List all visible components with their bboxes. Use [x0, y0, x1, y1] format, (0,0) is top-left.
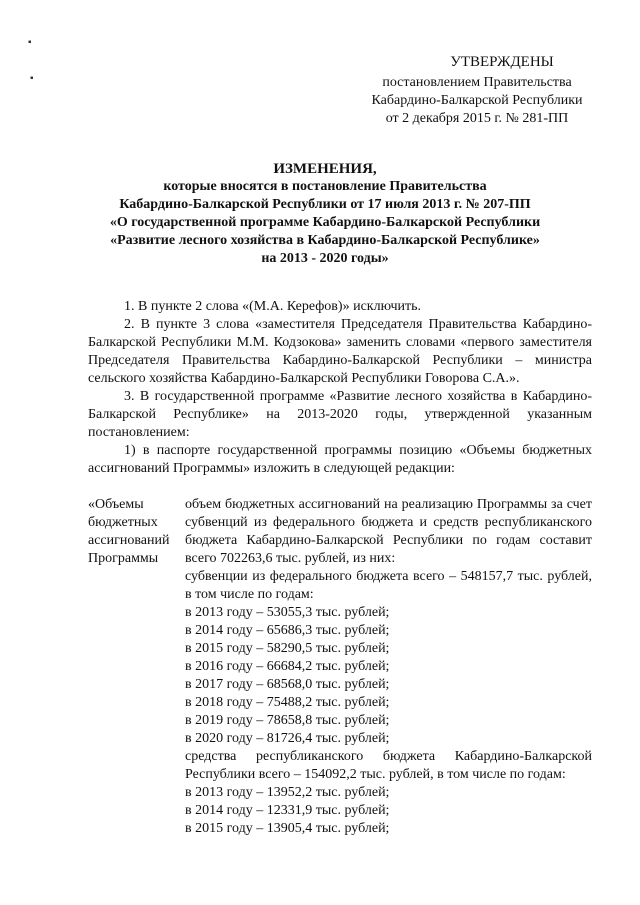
- spec-label-line: Программы: [88, 551, 159, 566]
- spec-body: [185, 496, 592, 838]
- spec-label-line: ассигнований: [88, 533, 170, 548]
- federal-year-row: в 2020 году – 81726,4 тыс. рублей;: [185, 731, 390, 746]
- item-3-1: 1) в паспорте государственной программы позицию «Объемы бюджетных ассигнований Программы» изложить в следующей редакции:: [88, 443, 592, 476]
- federal-year-row: в 2015 году – 58290,5 тыс. рублей;: [185, 641, 390, 656]
- spec-label-line: «Объемы: [88, 497, 144, 512]
- federal-year-row: в 2017 году – 68568,0 тыс. рублей;: [185, 677, 390, 692]
- federal-year-row: в 2016 году – 66684,2 тыс. рублей;: [185, 659, 390, 674]
- federal-total: субвенции из федерального бюджета всего – 548157,7 тыс. рублей, в том числе по годам:: [185, 569, 592, 602]
- item-3: 3. В государственной программе «Развитие лесного хозяйства в Кабардино-Балкарской Республике» на 2013-2020 годы, утвержденной указанным постановлением:: [88, 389, 592, 440]
- item-2: 2. В пункте 3 слова «заместителя Председателя Правительства Кабардино-Балкарской Республики М.М. Кодзокова» заменить словами «первого заместителя Председателя Правительства Кабардино-Балкарской Республики – министра сельского хозяйства Кабардино-Балкарской Республики Говорова С.А.».: [88, 317, 592, 386]
- title-line-3: «О государственной программе Кабардино-Балкарской Республики: [109, 215, 541, 230]
- item-1: 1. В пункте 2 слова «(М.А. Керефов)» исключить.: [124, 299, 422, 314]
- regional-year-row: в 2015 году – 13905,4 тыс. рублей;: [185, 821, 390, 836]
- scan-speck-top: ▪: [28, 37, 32, 48]
- federal-year-row: в 2018 году – 75488,2 тыс. рублей;: [185, 695, 390, 710]
- title-line-2: Кабардино-Балкарской Республики от 17 июля 2013 г. № 207-ПП: [119, 197, 531, 212]
- document-title: [80, 160, 570, 268]
- federal-year-row: в 2013 году – 53055,3 тыс. рублей;: [185, 605, 390, 620]
- spec-label: [88, 496, 184, 568]
- approval-stamp: [356, 53, 598, 128]
- approved-heading: УТВЕРЖДЕНЫ: [450, 54, 554, 70]
- federal-year-row: в 2014 году – 65686,3 тыс. рублей;: [185, 623, 390, 638]
- title-line-1: которые вносятся в постановление Правительства: [163, 179, 487, 194]
- scan-speck-bottom: ▪: [30, 73, 34, 84]
- regional-year-row: в 2013 году – 13952,2 тыс. рублей;: [185, 785, 390, 800]
- regional-year-row: в 2014 году – 12331,9 тыс. рублей;: [185, 803, 390, 818]
- spec-intro: объем бюджетных ассигнований на реализацию Программы за счет субвенций из федерального бюджета и средств республиканского бюджета Кабардино-Балкарской Республики по годам составит всего 702263,6 тыс. рублей, из них:: [185, 497, 592, 566]
- title-line-5: на 2013 - 2020 годы»: [261, 251, 389, 266]
- spec-label-line: бюджетных: [88, 515, 158, 530]
- amendments-list: [88, 298, 592, 478]
- federal-year-row: в 2019 году – 78658,8 тыс. рублей;: [185, 713, 390, 728]
- regional-total: средства республиканского бюджета Кабардино-Балкарской Республики всего – 154092,2 тыс. рублей, в том числе по годам:: [185, 749, 592, 782]
- approved-line-1: постановлением Правительства: [382, 75, 572, 90]
- title-main: ИЗМЕНЕНИЯ,: [273, 161, 377, 177]
- approved-line-2: Кабардино-Балкарской Республики: [371, 93, 583, 108]
- approved-line-3: от 2 декабря 2015 г. № 281-ПП: [385, 111, 569, 126]
- title-line-4: «Развитие лесного хозяйства в Кабардино-Балкарской Республике»: [110, 233, 540, 248]
